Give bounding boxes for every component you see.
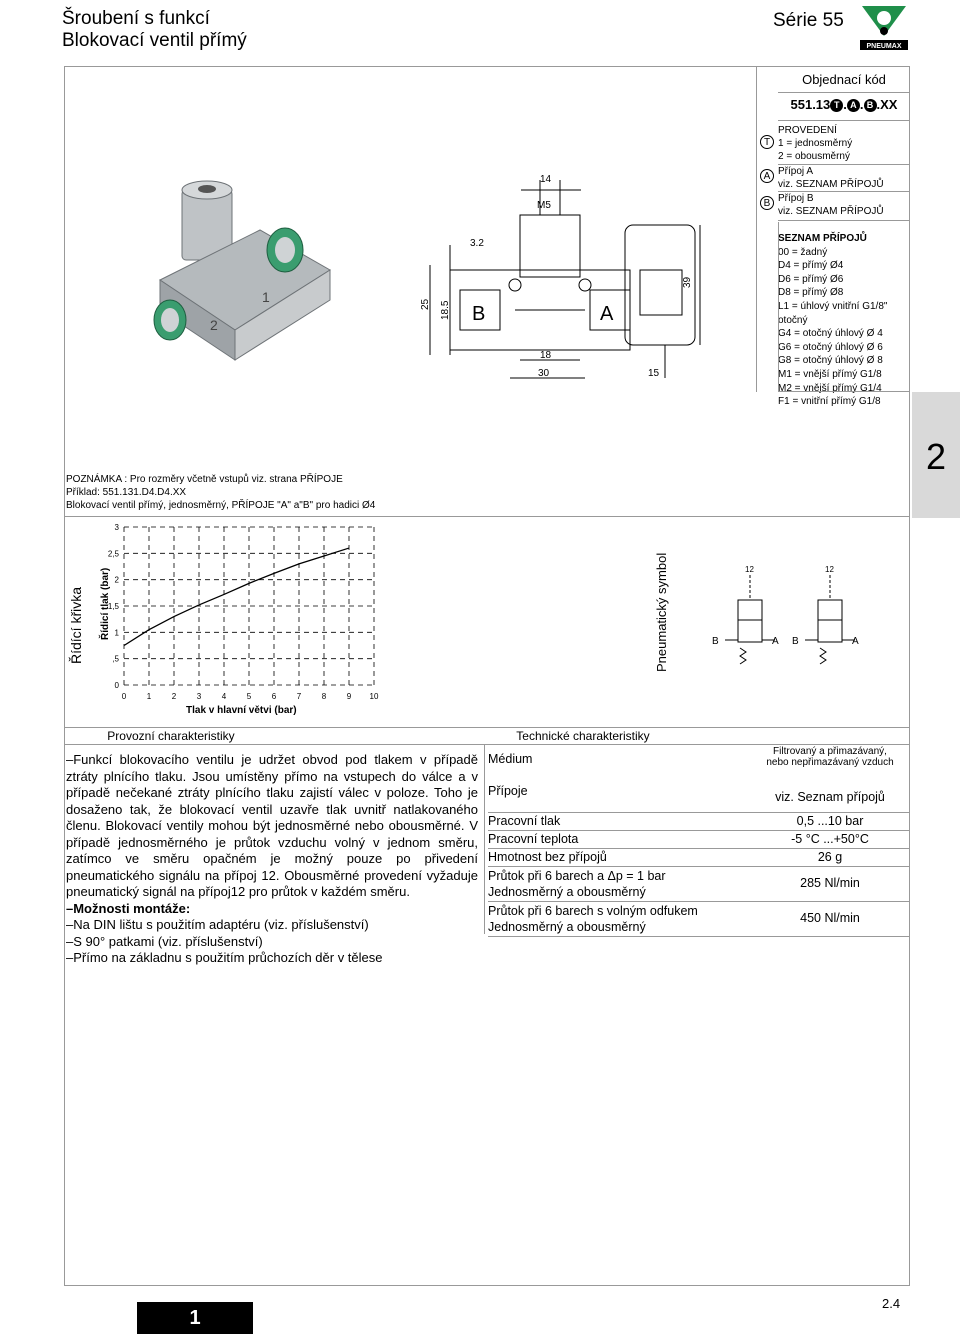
legend-b-ref: viz. SEZNAM PŘÍPOJŮ (778, 206, 884, 217)
dim-3-2: 3.2 (470, 238, 484, 249)
rule (778, 220, 910, 221)
connection-list-item: D6 = přímý Ø6 (778, 273, 844, 285)
symbol-port-12: 12 (745, 565, 754, 574)
connection-list-item: 00 = žadný (778, 246, 828, 258)
tech-row (488, 812, 910, 830)
symbol-label: Pneumatický symbol (654, 552, 669, 672)
tech-value: 450 Nl/min (800, 911, 860, 925)
note-line: Příklad: 551.131.D4.D4.XX (66, 487, 187, 498)
connection-list-item: L1 = úhlový vnitřní G1/8" otočný (778, 300, 888, 326)
x-tick-label: 5 (246, 692, 252, 701)
chart-ylabel: Řídicí tlak (bar) (100, 567, 111, 640)
symbol-port-a: A (772, 636, 779, 647)
tech-row (488, 780, 910, 812)
key-b-icon: B (760, 196, 774, 210)
pneumatic-symbol (700, 560, 880, 675)
rule (64, 744, 910, 745)
legend-b-title: Přípoj B (778, 193, 814, 204)
key-a-icon: A (760, 169, 774, 183)
control-curve-chart (108, 515, 388, 710)
tech-row (488, 848, 910, 866)
tech-row (488, 746, 910, 780)
legend-t (778, 124, 910, 163)
tech-row (488, 901, 910, 937)
legend-t-title: PROVEDENÍ (778, 125, 837, 136)
tech-label: Průtok při 6 barech a Δp = 1 bar Jednosměrný a obousměrný (488, 869, 666, 899)
key-t-icon: T (760, 135, 774, 149)
tech-value: -5 °C ...+50°C (791, 832, 869, 846)
rule (64, 727, 910, 728)
tech-label: Pracovní teplota (488, 832, 579, 846)
dim-18-5: 18.5 (440, 300, 451, 320)
panel-divider (756, 66, 757, 392)
title-line-2: Blokovací ventil přímý (62, 30, 247, 51)
y-tick-label: 2 (114, 575, 119, 585)
connection-list-item: M1 = vnější přímý G1/8 (778, 368, 882, 380)
logo-text: PNEUMAX (866, 43, 902, 50)
page-title (62, 8, 247, 52)
dim-25: 25 (420, 298, 431, 310)
tech-label: Médium (488, 752, 533, 766)
column-divider (484, 744, 485, 934)
y-tick-label: 3 (114, 523, 119, 532)
tech-label: Přípoje (488, 784, 528, 798)
note-line: Blokovací ventil přímý, jednosměrný, PŘÍPOJE "A" a"B" pro hadici Ø4 (66, 500, 376, 511)
legend-a-title: Přípoj A (778, 166, 814, 177)
title-line-1: Šroubení s funkcí (62, 8, 210, 29)
order-code-b: B (864, 99, 877, 112)
y-tick-label: 1 (114, 628, 119, 638)
tech-value: 285 Nl/min (800, 876, 860, 890)
x-tick-label: 3 (196, 692, 202, 701)
order-code-a: A (847, 99, 860, 112)
tech-value: viz. Seznam přípojů (775, 790, 885, 804)
tech-value: 0,5 ...10 bar (796, 814, 864, 828)
chart-xlabel: Tlak v hlavní větvi (bar) (186, 705, 297, 716)
y-tick-label: 1,5 (108, 602, 119, 611)
connection-list-item: G6 = otočný úhlový Ø 6 (778, 341, 883, 353)
order-code-prefix: 551.13 (790, 97, 831, 112)
product-photo (150, 170, 340, 385)
x-tick-label: 1 (146, 692, 152, 701)
tech-label: Pracovní tlak (488, 814, 561, 828)
drawing-port-a: A (600, 303, 614, 325)
connection-list-box (778, 222, 910, 392)
y-tick-label: 2,5 (108, 549, 119, 559)
connection-list-title: SEZNAM PŘÍPOJŮ (778, 233, 867, 244)
x-tick-label: 7 (296, 692, 302, 701)
x-tick-label: 6 (271, 692, 277, 701)
dim-m5: M5 (537, 200, 551, 211)
svg-text:1: 1 (262, 289, 270, 305)
y-tick-label: ,5 (112, 654, 119, 664)
series-line (124, 548, 349, 645)
mount-item: –S 90° patkami (viz. příslušenství) (66, 933, 263, 949)
tech-row (488, 866, 910, 901)
order-code-suffix: .XX (876, 97, 898, 112)
tech-row (488, 830, 910, 848)
symbol-port-12: 12 (825, 565, 834, 574)
dim-14: 14 (540, 174, 552, 185)
order-code: 551.13 T . A . B .XX (790, 97, 898, 112)
x-tick-label: 10 (369, 692, 379, 701)
mount-item: –Přímo na základnu s použitím průchozích děr v tělese (66, 950, 383, 965)
svg-text:2: 2 (210, 317, 218, 333)
pneumax-logo (856, 2, 912, 52)
legend-b (778, 192, 910, 218)
series-label: Série 55 (773, 10, 844, 31)
order-code-title: Objednací kód (802, 72, 886, 87)
rule (778, 120, 910, 121)
legend-t-item: 2 = obousměrný (778, 151, 850, 162)
x-tick-label: 2 (171, 692, 177, 701)
symbol-port-a: A (852, 636, 859, 647)
dim-39: 39 (682, 276, 693, 288)
legend-a (778, 165, 910, 191)
connection-list-item: D8 = přímý Ø8 (778, 287, 844, 299)
mount-title: –Možnosti montáže: (66, 900, 191, 916)
dim-15: 15 (648, 368, 660, 379)
operating-paragraph: –Funkcí blokovacího ventilu je udržet obvod pod tlakem v případě ztráty plnícího tlaku. Jsou umístěny přímo na vstupech do válce a v případě nečekané ztráty plnícího tlaku zajistí válec v poloze. Toho je dosaženo tak, že blokovací ventil uzavře tlak uvnitř natlakovaného členu. Blokovací ventily mohou být jednosměrné nebo obousměrné. V případě jednosměrného je průtok vzduchu volný v jednom směru, zatímco ve směru opačném je možný pouze po přivedení pneumatického signálu na přípoj 12. Obousměrné provedení vyžaduje pneumatický signál na přípoj12 pro průtok v každém směru. (66, 752, 478, 899)
footer-box: 1 (137, 1302, 253, 1334)
y-tick-label: 0 (114, 681, 119, 690)
chart-title: Řídící křivka (68, 586, 84, 664)
legend-a-ref: viz. SEZNAM PŘÍPOJŮ (778, 179, 884, 190)
symbol-port-b: B (712, 636, 719, 647)
x-tick-label: 8 (321, 692, 327, 701)
rule (778, 92, 910, 93)
drawing-port-b: B (472, 303, 486, 325)
connection-list-item: D4 = přímý Ø4 (778, 260, 844, 272)
x-tick-label: 0 (121, 692, 127, 701)
connection-list-item: M2 = vnější přímý G1/4 (778, 382, 882, 394)
tech-value: 26 g (817, 850, 843, 864)
dim-18: 18 (540, 350, 552, 361)
tech-label: Průtok při 6 barech s volným odfukem Jednosměrný a obousměrný (488, 904, 698, 934)
operating-description (66, 752, 478, 967)
order-code-t: T (830, 99, 843, 112)
technical-table (488, 746, 910, 937)
symbol-port-b: B (792, 636, 799, 647)
technical-title: Technické charakteristiky (516, 729, 650, 743)
x-tick-label: 4 (221, 692, 227, 701)
mount-item: –Na DIN lištu s použitím adaptéru (viz. příslušenství) (66, 917, 369, 932)
connection-list-item: G4 = otočný úhlový Ø 4 (778, 328, 883, 340)
section-tab-number: 2 (925, 436, 947, 477)
legend-t-item: 1 = jednosměrný (778, 138, 853, 149)
operating-title: Provozní charakteristiky (107, 729, 235, 743)
technical-drawing (410, 160, 710, 390)
note-line: POZNÁMKA : Pro rozměry včetně vstupů viz. strana PŘÍPOJE (66, 474, 343, 485)
tech-value: Filtrovaný a přimazávaný, nebo nepřimazávaný vzduch (766, 746, 894, 768)
dim-30: 30 (538, 368, 550, 379)
page-number: 2.4 (882, 1296, 901, 1311)
tech-label: Hmotnost bez přípojů (488, 850, 607, 864)
note (66, 473, 375, 512)
connection-list-item: F1 = vnitřní přímý G1/8 (778, 396, 881, 408)
connection-list-item: G8 = otočný úhlový Ø 8 (778, 355, 883, 367)
x-tick-label: 9 (346, 692, 352, 701)
